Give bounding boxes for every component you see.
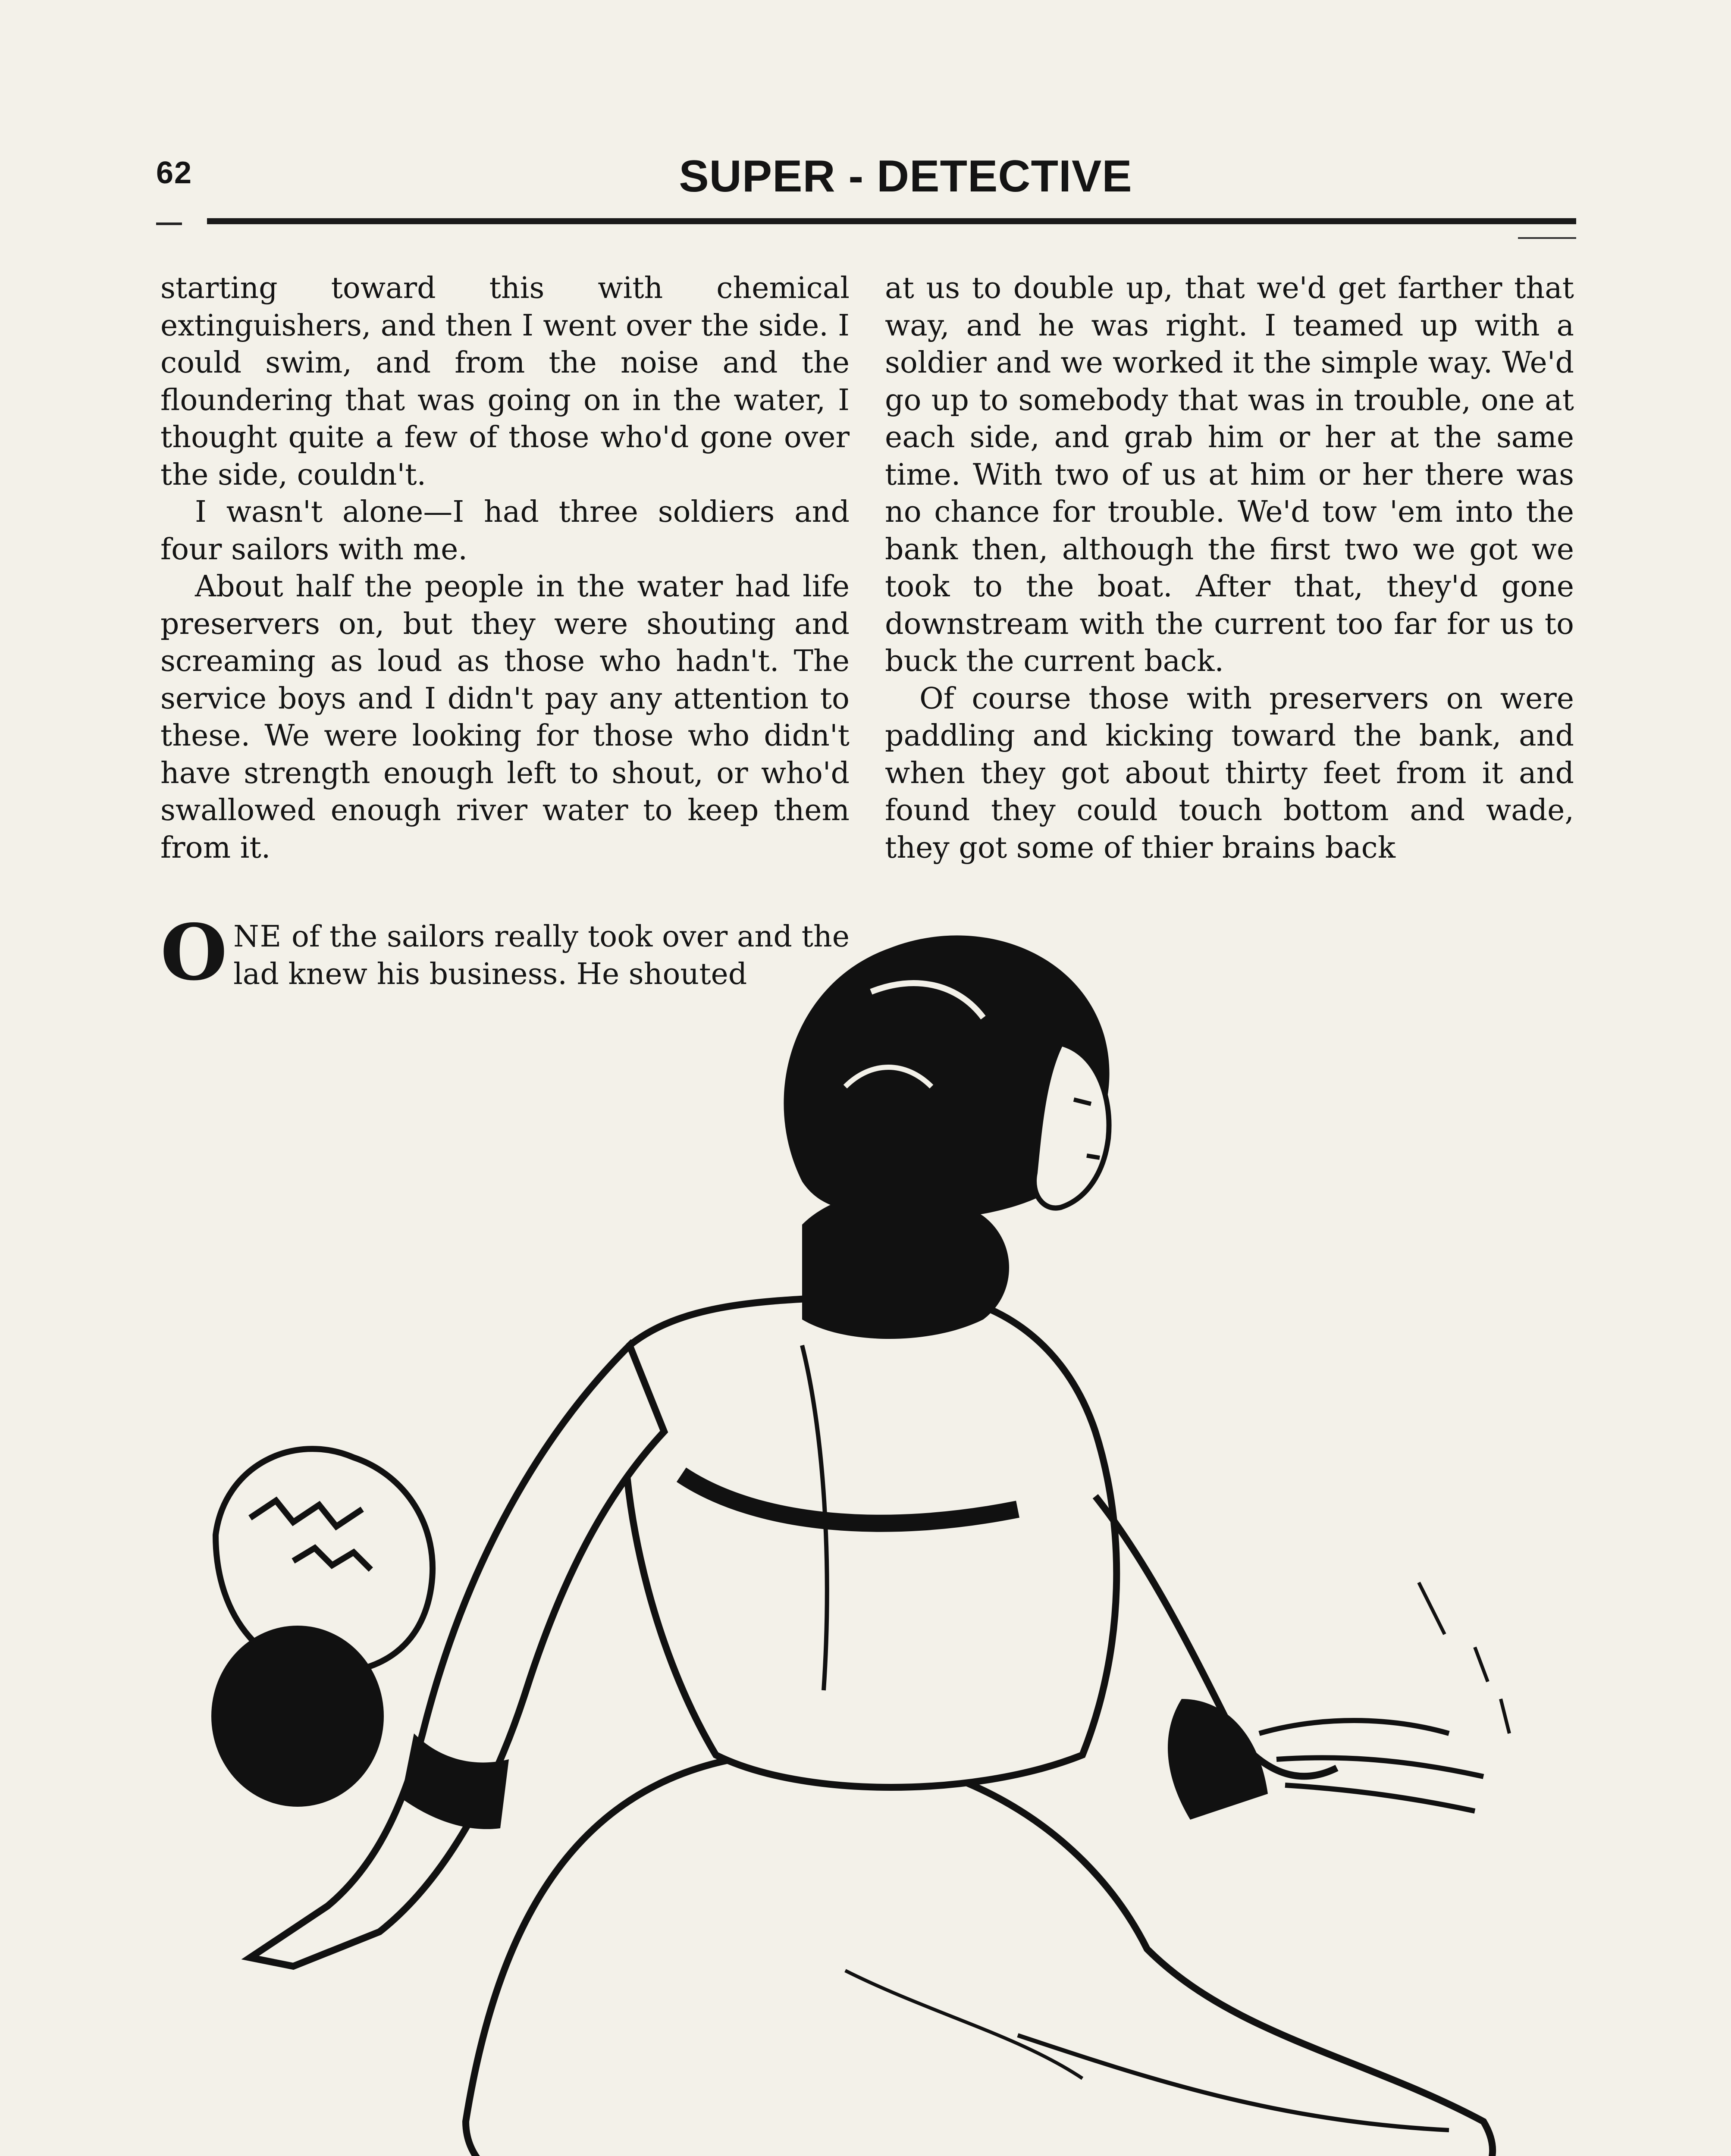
left-column	[160, 270, 850, 997]
paragraph: starting toward this with chemical extinguishers, and then I went over the side. I could swim, and from the noise and the floundering that was going on in the water, I thought quite a few of those who'd gone over the side, couldn't.	[160, 271, 850, 492]
paragraph: Of course those with preservers on were paddling and kicking toward the bank, and when they got about thirty feet from it and found they could touch bottom and wade, they got some of thier brains back	[885, 681, 1574, 865]
right-column	[885, 270, 1574, 867]
jacket	[624, 1293, 1116, 1787]
paragraph: I wasn't alone—I had three soldiers and four sailors with me.	[160, 495, 850, 567]
paragraph: About half the people in the water had life preservers on, but they were shouting and screaming as loud as those who hadn't. The service boys and I didn't pay any attention to these. We were looking for those who didn't have strength enough left to shout, or who'd swallowed enough river water to keep them from it.	[160, 570, 850, 865]
skirt	[466, 1752, 1493, 2156]
running-head: SUPER - DETECTIVE	[679, 151, 1132, 201]
header-rule	[207, 218, 1576, 224]
header-rule-accent	[1518, 237, 1576, 239]
smallcaps-lead: NE	[233, 920, 282, 954]
header-rule-left	[156, 222, 182, 225]
drop-cap: O	[160, 907, 228, 997]
right-hand	[1259, 1720, 1483, 1811]
page-number: 62	[156, 156, 193, 190]
illustration	[198, 914, 1621, 2156]
woman-seated-looking-back-icon	[198, 914, 1621, 2156]
paragraph-text: of the sailors really took over and the lad knew his business. He shouted	[233, 920, 850, 991]
paragraph: at us to double up, that we'd get farther that way, and he was right. I teamed up with a soldier and we worked it the simple way. We'd go up to somebody that was in trouble, one at each side, and grab him or her at the same time. With two of us at him or her there was no chance for trouble. We'd tow 'em into the bank then, although the first two we got we took to the boat. After that, they'd gone downstream with the current too far for us to buck the current back.	[885, 271, 1574, 678]
dark-object	[211, 1626, 384, 1807]
